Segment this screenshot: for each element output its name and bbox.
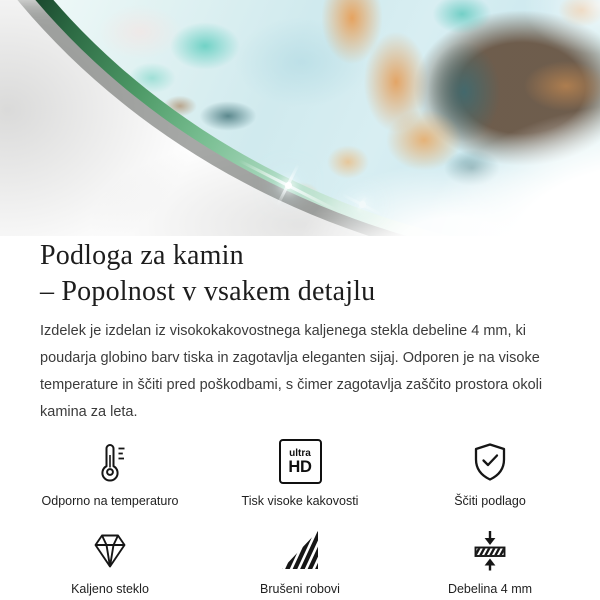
- image-fade-overlay: [0, 0, 600, 236]
- feature-tempered-glass: [0, 526, 220, 596]
- feature-label: Ščiti podlago: [454, 494, 526, 508]
- feature-label: Kaljeno steklo: [71, 582, 149, 596]
- feature-label: Brušeni robovi: [260, 582, 340, 596]
- thermometer-icon: [88, 438, 132, 485]
- ultra-hd-icon: ultra HD: [279, 438, 322, 485]
- feature-polished-edges: [220, 526, 380, 596]
- diamond-icon: [88, 526, 132, 573]
- page-title: [40, 238, 572, 310]
- feature-temperature: [0, 438, 220, 508]
- page-title-line1: Podloga za kamin: [40, 240, 244, 271]
- feature-label: Odporno na temperaturo: [41, 494, 179, 508]
- product-hero-image: [0, 0, 600, 236]
- thickness-icon: [468, 526, 512, 573]
- shield-check-icon: [468, 438, 512, 485]
- features-grid: [0, 438, 600, 596]
- brushed-edges-icon: [278, 526, 322, 573]
- product-description: Izdelek je izdelan iz visokokakovostnega kaljenega stekla debeline 4 mm, ki poudarja globino barv tiska in zagotavlja eleganten sijaj. Odporen je na visoke temperature in ščiti pred poškodbami, s čimer zagotavlja zaščito prostora okoli kamina za leta.: [40, 323, 543, 420]
- feature-thickness: [380, 526, 600, 596]
- feature-label: Tisk visoke kakovosti: [241, 494, 359, 508]
- feature-label: Debelina 4 mm: [447, 582, 533, 596]
- feature-protection: [380, 438, 600, 508]
- feature-print-quality: [220, 438, 380, 508]
- page-title-line2: – Popolnost v vsakem detajlu: [40, 276, 376, 307]
